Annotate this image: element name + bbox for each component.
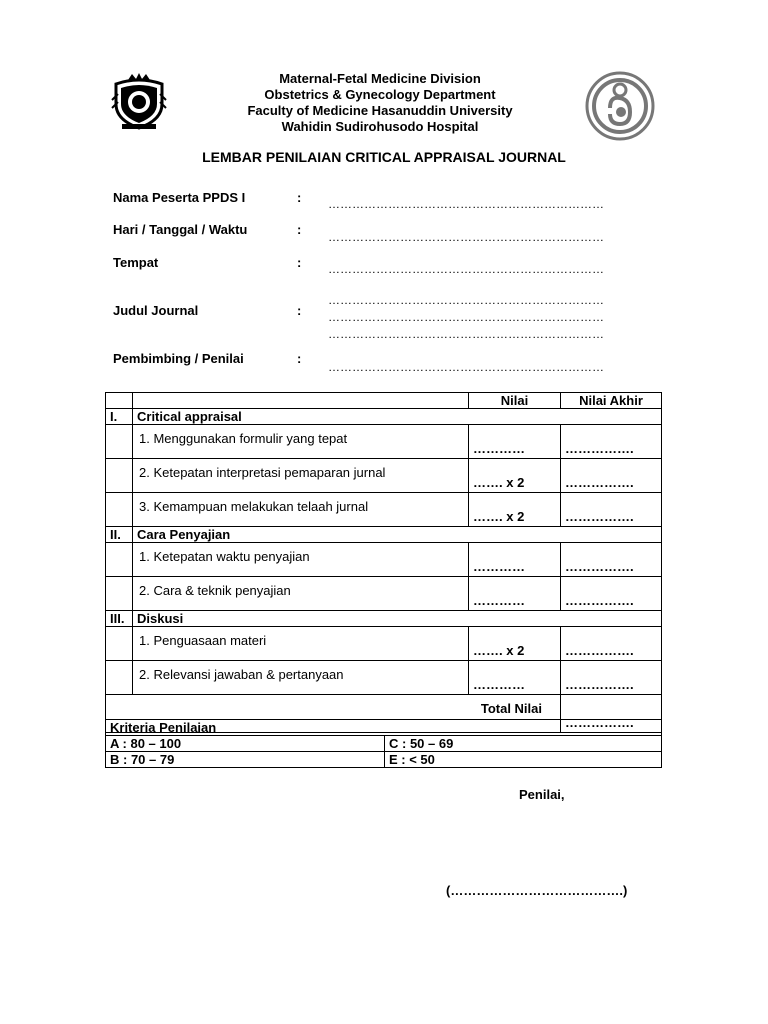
- header-line: Faculty of Medicine Hasanuddin University: [247, 103, 513, 118]
- blank-cell: [106, 577, 133, 611]
- blank-cell: [106, 661, 133, 695]
- field-label: Nama Peserta PPDS I: [113, 190, 246, 205]
- header-blank: [133, 393, 469, 409]
- blank-cell: [106, 543, 133, 577]
- page-title: LEMBAR PENILAIAN CRITICAL APPRAISAL JOURNAL: [202, 149, 566, 165]
- nilai-cell[interactable]: ……. x 2: [469, 627, 561, 661]
- fill-line[interactable]: ……………………………………………………………: [328, 197, 604, 211]
- section-number: II.: [106, 527, 133, 543]
- table-row: [106, 627, 662, 661]
- field-label: Hari / Tanggal / Waktu: [113, 222, 248, 237]
- total-label: Total Nilai: [106, 695, 561, 733]
- criterion-label: 1. Ketepatan waktu penyajian: [139, 549, 310, 564]
- header-line: Obstetrics & Gynecology Department: [264, 87, 496, 102]
- blank-cell: [106, 459, 133, 493]
- blank-cell: [106, 493, 133, 527]
- field-colon: :: [297, 303, 302, 318]
- criterion-text: [133, 543, 469, 577]
- section-number: III.: [106, 611, 133, 627]
- signature-line[interactable]: (………………………………….): [446, 883, 628, 898]
- nilai-akhir-cell[interactable]: …………….: [561, 627, 662, 661]
- nilai-akhir-cell[interactable]: …………….: [561, 425, 662, 459]
- table-row: [106, 577, 662, 611]
- blank-cell: [106, 425, 133, 459]
- criterion-text: [133, 577, 469, 611]
- kriteria-table: [105, 719, 662, 768]
- nilai-akhir-cell[interactable]: …………….: [561, 577, 662, 611]
- field-colon: :: [297, 255, 302, 270]
- fill-line[interactable]: ……………………………………………………………: [328, 293, 604, 307]
- section-row: [106, 409, 662, 425]
- field-colon: :: [297, 190, 302, 205]
- table-row: [106, 543, 662, 577]
- grade-a: A : 80 – 100: [106, 736, 385, 752]
- fill-line[interactable]: ……………………………………………………………: [328, 327, 604, 341]
- fill-line[interactable]: ……………………………………………………………: [328, 262, 604, 276]
- table-header-row: [106, 393, 662, 409]
- table-row: [106, 459, 662, 493]
- field-label: Pembimbing / Penilai: [113, 351, 244, 366]
- section-title: Diskusi: [133, 611, 662, 627]
- section-row: [106, 527, 662, 543]
- field-label: Judul Journal: [113, 303, 199, 318]
- criterion-text: [133, 425, 469, 459]
- field-colon: :: [297, 222, 302, 237]
- penilai-label: Penilai,: [519, 787, 565, 802]
- nilai-cell[interactable]: …………: [469, 577, 561, 611]
- nilai-akhir-cell[interactable]: …………….: [561, 543, 662, 577]
- kriteria-title: Kriteria Penilaian: [106, 720, 662, 736]
- fill-line[interactable]: ……………………………………………………………: [328, 230, 604, 244]
- nilai-cell[interactable]: …………: [469, 425, 561, 459]
- blank-cell: [106, 627, 133, 661]
- nilai-cell[interactable]: ……. x 2: [469, 493, 561, 527]
- kriteria-title-row: [106, 720, 662, 736]
- mother-child-icon: [584, 70, 656, 142]
- table-row: [106, 493, 662, 527]
- criterion-label: 2. Ketepatan interpretasi pemaparan jurnal: [139, 465, 386, 480]
- header-nilai-akhir: Nilai Akhir: [561, 393, 662, 409]
- field-label: Tempat: [113, 255, 159, 270]
- section-title: Critical appraisal: [133, 409, 662, 425]
- grade-c: C : 50 – 69: [385, 736, 662, 752]
- header-line: Maternal-Fetal Medicine Division: [279, 71, 481, 86]
- grade-e: E : < 50: [385, 752, 662, 768]
- criterion-text: [133, 493, 469, 527]
- total-value-cell[interactable]: …………….: [561, 695, 662, 733]
- section-row: [106, 611, 662, 627]
- grade-b: B : 70 – 79: [106, 752, 385, 768]
- fill-line[interactable]: ……………………………………………………………: [328, 310, 604, 324]
- criterion-label: 2. Relevansi jawaban & pertanyaan: [139, 667, 344, 682]
- table-row: [106, 661, 662, 695]
- header-line: Wahidin Sudirohusodo Hospital: [281, 119, 479, 134]
- nilai-akhir-cell[interactable]: …………….: [561, 661, 662, 695]
- kriteria-row: [106, 736, 662, 752]
- nilai-cell[interactable]: ……. x 2: [469, 459, 561, 493]
- criterion-label: 1. Menggunakan formulir yang tepat: [139, 431, 348, 446]
- kriteria-row: [106, 752, 662, 768]
- nilai-cell[interactable]: …………: [469, 661, 561, 695]
- criterion-label: 1. Penguasaan materi: [139, 633, 267, 648]
- table-row: [106, 425, 662, 459]
- nilai-akhir-cell[interactable]: …………….: [561, 459, 662, 493]
- criterion-label: 2. Cara & teknik penyajian: [139, 583, 291, 598]
- fill-line[interactable]: ……………………………………………………………: [328, 360, 604, 374]
- section-number: I.: [106, 409, 133, 425]
- section-title: Cara Penyajian: [133, 527, 662, 543]
- assessment-table: [105, 392, 662, 733]
- header-nilai: Nilai: [469, 393, 561, 409]
- field-colon: :: [297, 351, 302, 366]
- header-blank: [106, 393, 133, 409]
- criterion-label: 3. Kemampuan melakukan telaah jurnal: [139, 499, 369, 514]
- criterion-text: [133, 627, 469, 661]
- nilai-akhir-cell[interactable]: …………….: [561, 493, 662, 527]
- nilai-cell[interactable]: …………: [469, 543, 561, 577]
- institution-header: [180, 71, 580, 135]
- criterion-text: [133, 661, 469, 695]
- criterion-text: [133, 459, 469, 493]
- university-seal-icon: [108, 70, 170, 132]
